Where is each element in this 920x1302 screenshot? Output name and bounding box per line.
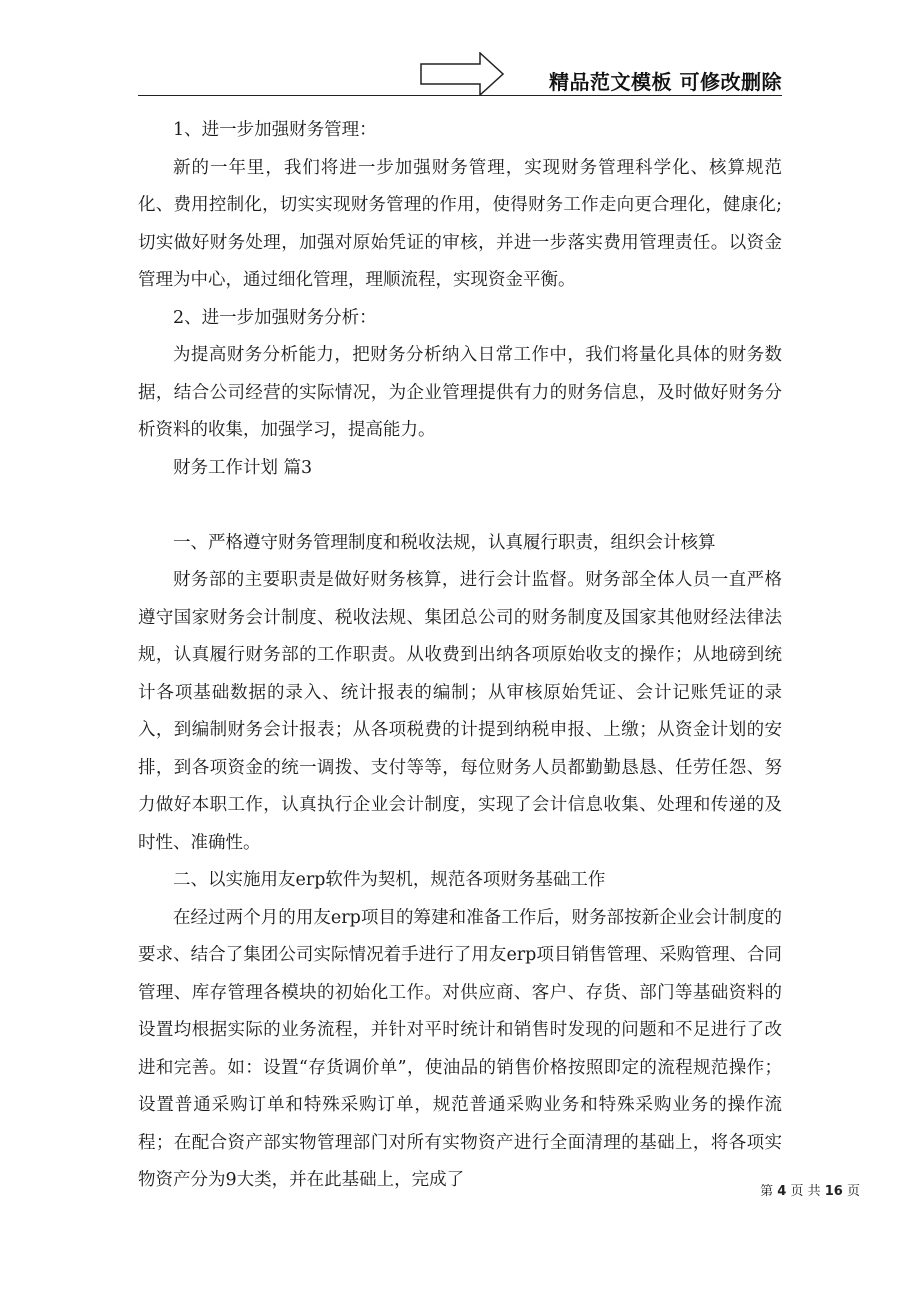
header-divider [138, 95, 782, 96]
section-heading: 2、进一步加强财务分析： [173, 307, 377, 328]
section-heading: 二、以实施用友erp软件为契机，规范各项财务基础工作 [173, 870, 606, 890]
section-heading: 一、严格遵守财务管理制度和税收法规，认真履行职责，组织会计核算 [173, 532, 716, 553]
page-number [760, 1180, 860, 1199]
paragraph: 新的一年里，我们将进一步加强财务管理，实现财务管理科学化、核算规范化、费用控制化，切实实现财务管理的作用，使得财务工作走向更合理化，健康化;切实做好财务处理，加强对原始凭证的审核，并进一步落实费用管理责任。以资金管理为中心，通过细化管理，理顺流程，实现资金平衡。 [138, 157, 782, 290]
paragraph: 财务部的主要职责是做好财务核算，进行会计监督。财务部全体人员一直严格遵守国家财务会计制度、税收法规、集团总公司的财务制度及国家其他财经法律法规，认真履行财务部的工作职责。从收费到出纳各项原始收支的操作；从地磅到统计各项基础数据的录入、统计报表的编制；从审核原始凭证、会计记账凭证的录入，到编制财务会计报表；从各项税费的计提到纳税申报、上缴；从资金计划的安排，到各项资金的统一调拨、支付等等，每位财务人员都勤勤恳恳、任劳任怨、努力做好本职工作，认真执行企业会计制度，实现了会计信息收集、处理和传递的及时性、准确性。 [138, 570, 782, 853]
paragraph: 在经过两个月的用友erp项目的筹建和准备工作后，财务部按新企业会计制度的要求、结合了集团公司实际情况着手进行了用友erp项目销售管理、采购管理、合同管理、库存管理各模块的初始化工作。对供应商、客户、存货、部门等基础资料的设置均根据实际的业务流程，并针对平时统计和销售时发现的问题和不足进行了改进和完善。如：设置“存货调价单”，使油品的销售价格按照即定的流程规范操作；设置普通采购订单和特殊采购订单，规范普通采购业务和特殊采购业务的操作流程；在配合资产部实物管理部门对所有实物资产进行全面清理的基础上，将各项实物资产分为9大类，并在此基础上，完成了 [138, 907, 782, 1190]
total-pages: 16 [824, 1184, 843, 1199]
section-heading: 1、进一步加强财务管理： [173, 120, 377, 140]
right-arrow-icon [420, 52, 504, 96]
document-body [138, 112, 782, 1200]
footer-mid: 页 共 [790, 1184, 821, 1199]
footer-prefix: 第 [760, 1184, 774, 1199]
header-title: 精品范文模板 可修改删除 [549, 70, 782, 94]
current-page: 4 [777, 1184, 787, 1199]
article-title: 财务工作计划 篇3 [173, 457, 313, 478]
footer-suffix: 页 [846, 1184, 860, 1199]
blank-line [138, 487, 782, 525]
paragraph: 为提高财务分析能力，把财务分析纳入日常工作中，我们将量化具体的财务数据，结合公司经营的实际情况，为企业管理提供有力的财务信息，及时做好财务分析资料的收集，加强学习，提高能力。 [138, 345, 782, 440]
page-header [138, 48, 782, 96]
